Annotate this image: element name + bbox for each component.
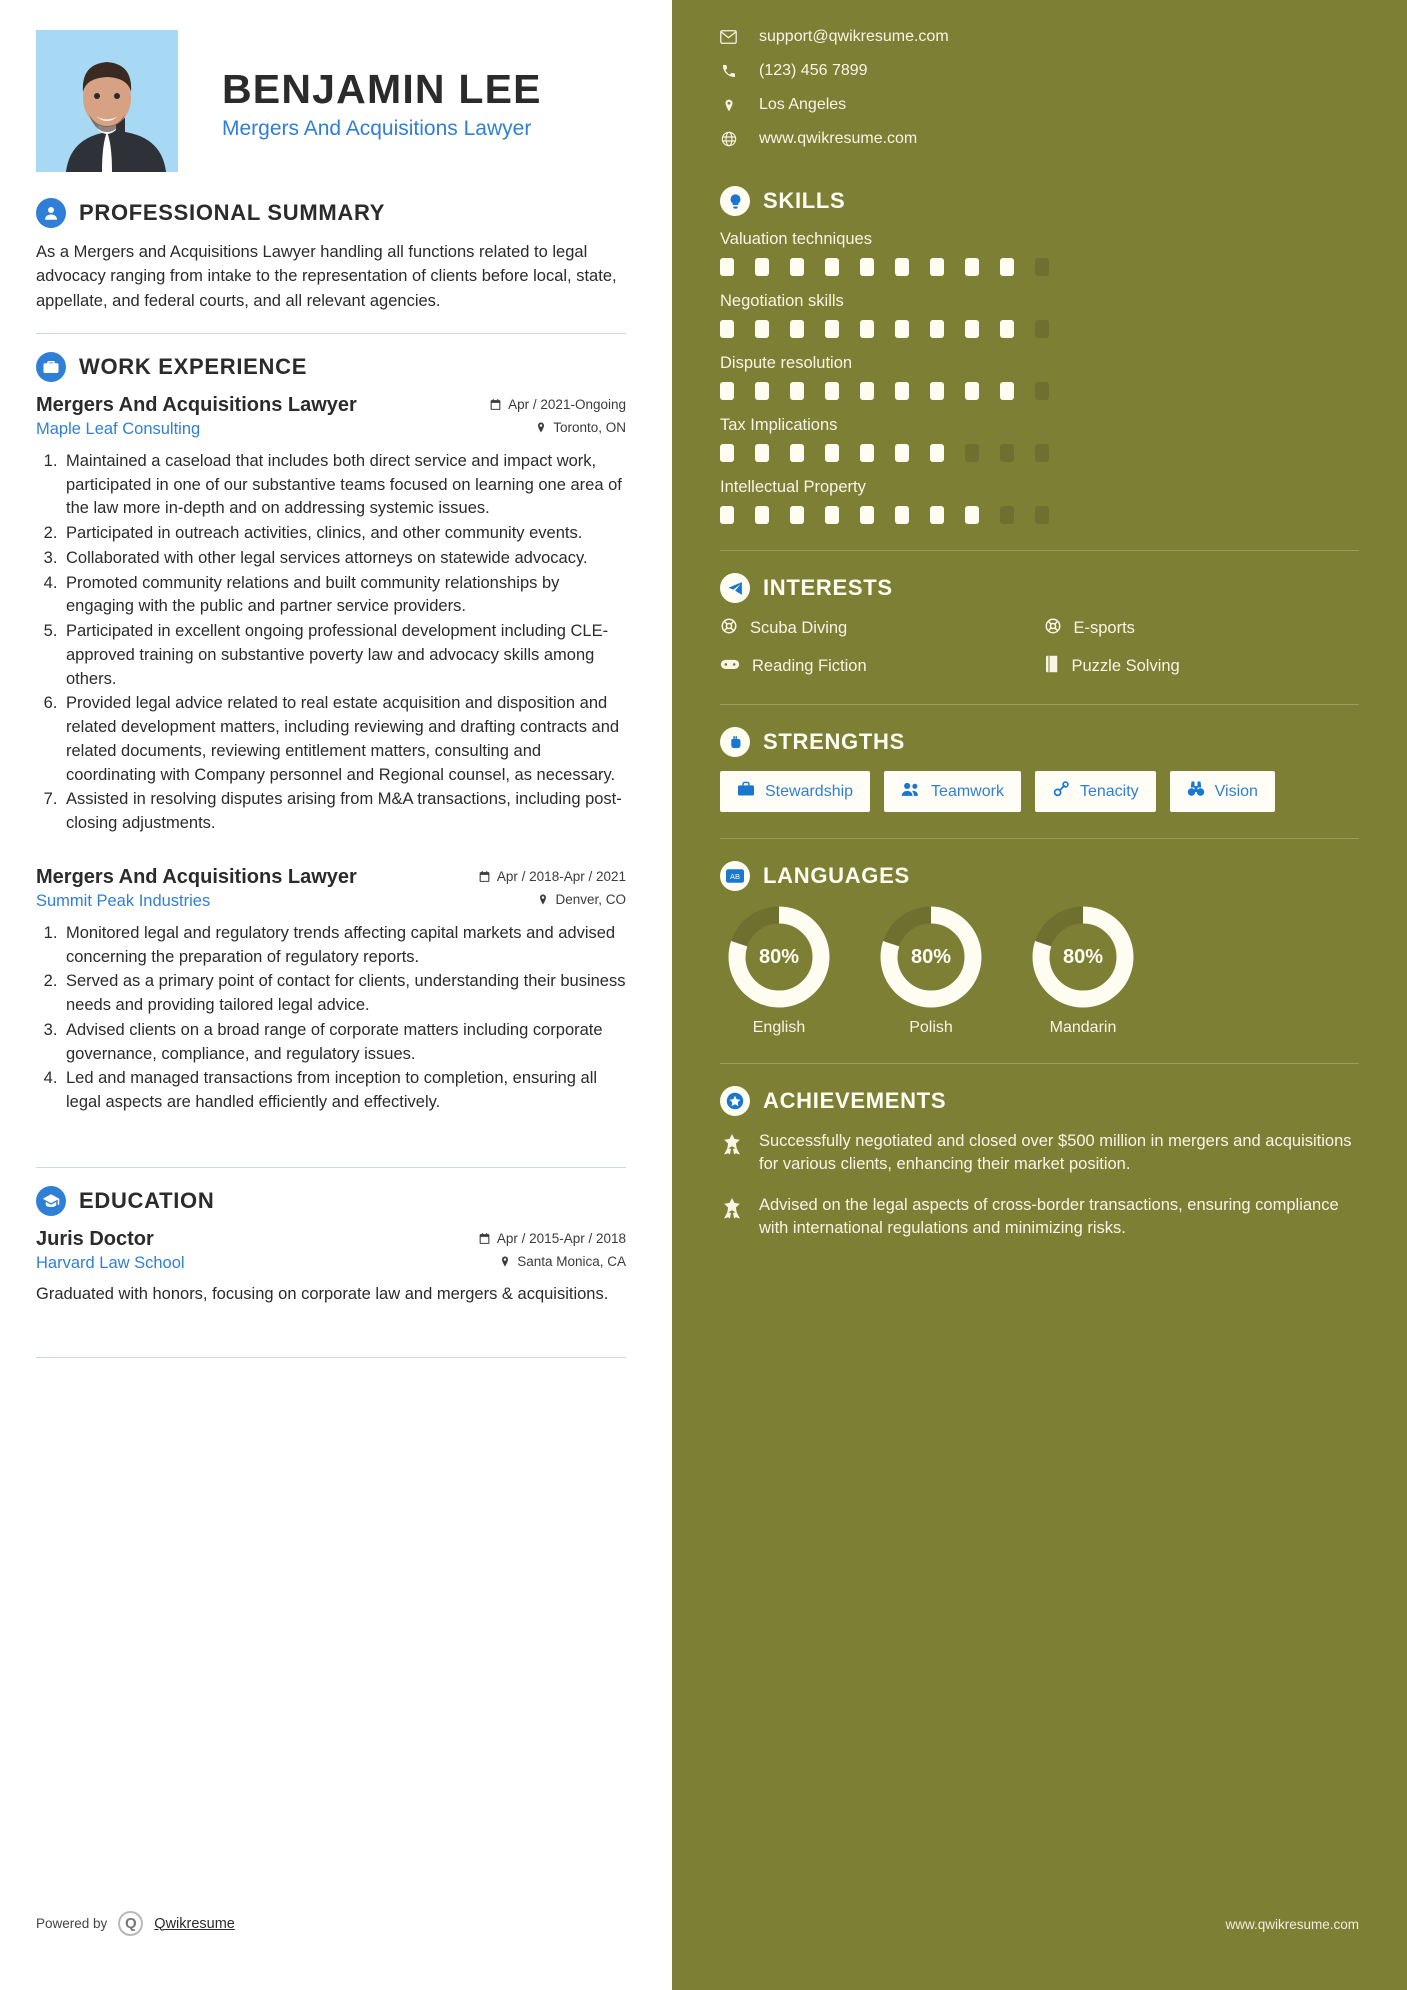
- strength-label: Stewardship: [765, 782, 854, 800]
- section-title: STRENGTHS: [763, 729, 905, 754]
- section-header: [720, 1086, 1359, 1116]
- list-item: 3. Advised clients on a broad range of corporate matters including corporate governance, compliance, and regulatory issues.: [62, 1019, 626, 1067]
- location-pin-icon: [720, 97, 737, 114]
- list-item: 4. Promoted community relations and built community relationships by engaging with the public and partner service providers.: [62, 572, 626, 620]
- job-dates: [478, 869, 626, 884]
- calendar-icon: [489, 398, 502, 411]
- interest-item: [720, 655, 1036, 678]
- skill-square-filled: [965, 320, 979, 338]
- lifebuoy-icon: [720, 617, 738, 640]
- graduation-cap-icon: [36, 1186, 66, 1216]
- list-item: 2. Participated in outreach activities, clinics, and other community events.: [62, 522, 626, 546]
- interest-label: Scuba Diving: [750, 619, 848, 637]
- contact-phone-text: (123) 456 7899: [759, 62, 868, 79]
- section-skills: [720, 186, 1359, 524]
- skill-square-filled: [930, 382, 944, 400]
- section-title: INTERESTS: [763, 575, 893, 600]
- list-item: 6. Provided legal advice related to real estate acquisition and disposition and related development matters, including reviewing and drafting contracts and related documents, reviewing entitlement matters, consulting and coordinating with Company personnel and Regional counsel, as necessary.: [62, 692, 626, 787]
- contact-list: [720, 28, 1359, 148]
- section-work-experience: [36, 352, 626, 1115]
- skill-square-empty: [965, 444, 979, 462]
- envelope-icon: [720, 30, 737, 44]
- section-achievements: [720, 1086, 1359, 1241]
- skill-square-filled: [790, 506, 804, 524]
- job-role-subtitle: Mergers And Acquisitions Lawyer: [222, 117, 532, 141]
- skill-label: Tax Implications: [720, 416, 838, 434]
- skill-square-filled: [755, 444, 769, 462]
- language-badge-icon: [720, 861, 750, 891]
- contact-email[interactable]: [720, 28, 1359, 46]
- skill-square-empty: [1035, 444, 1049, 462]
- skill-square-filled: [965, 382, 979, 400]
- book-icon: [1044, 655, 1060, 678]
- gamepad-icon: [720, 657, 740, 676]
- language-item: [720, 905, 838, 1037]
- section-languages: [720, 861, 1359, 1037]
- powered-by-label: Powered by: [36, 1916, 108, 1931]
- skill-square-filled: [790, 382, 804, 400]
- user-circle-icon: [36, 198, 66, 228]
- language-label: Mandarin: [1049, 1019, 1117, 1036]
- skill-rating: [720, 320, 1359, 338]
- phone-icon: [720, 63, 737, 79]
- skill-square-filled: [790, 444, 804, 462]
- interest-label: Reading Fiction: [752, 657, 867, 675]
- section-title: ACHIEVEMENTS: [763, 1088, 947, 1113]
- interest-item: [720, 617, 1036, 640]
- job-location-text: Toronto, ON: [553, 419, 626, 435]
- section-interests: [720, 573, 1359, 678]
- link-icon: [1052, 780, 1070, 803]
- skill-rating: [720, 506, 1359, 524]
- list-item: 3. Collaborated with other legal services attorneys on statewide advocacy.: [62, 547, 626, 571]
- skill-square-filled: [720, 258, 734, 276]
- fist-icon: [720, 727, 750, 757]
- skill-square-filled: [755, 506, 769, 524]
- work-entry: [36, 866, 626, 1115]
- job-bullets: [62, 922, 626, 1115]
- list-item: 4. Led and managed transactions from inception to completion, ensuring all legal aspects are handled efficiently and effectively.: [62, 1067, 626, 1115]
- calendar-icon: [478, 870, 491, 883]
- skills-list: [720, 230, 1359, 524]
- languages-list: [720, 905, 1359, 1037]
- section-header: [720, 186, 1359, 216]
- contact-phone[interactable]: [720, 62, 1359, 80]
- avatar: [36, 30, 178, 172]
- skill-square-filled: [930, 258, 944, 276]
- skill-square-filled: [860, 320, 874, 338]
- skill-rating: [720, 258, 1359, 276]
- section-strengths: [720, 727, 1359, 812]
- ribbon-star-icon: [720, 1194, 744, 1224]
- section-header: [720, 727, 1359, 757]
- skill-square-empty: [1035, 258, 1049, 276]
- job-title: Mergers And Acquisitions Lawyer: [36, 393, 357, 416]
- section-title: SKILLS: [763, 188, 846, 213]
- achievement-item: [720, 1130, 1359, 1177]
- sidebar-website-footer: www.qwikresume.com: [1225, 1917, 1359, 1932]
- skill-square-filled: [930, 506, 944, 524]
- resume-header: [36, 30, 626, 172]
- language-label: Polish: [909, 1019, 953, 1036]
- divider: [36, 333, 626, 334]
- section-title: EDUCATION: [79, 1187, 215, 1213]
- skill-rating: [720, 444, 1359, 462]
- strength-chip: [720, 771, 870, 812]
- divider: [720, 1063, 1359, 1064]
- contact-location-text: Los Angeles: [759, 96, 847, 113]
- section-title: PROFESSIONAL SUMMARY: [79, 200, 386, 225]
- spacer: [36, 840, 626, 866]
- map-pin-icon: [535, 421, 547, 434]
- skill-square-filled: [930, 444, 944, 462]
- job-location: [535, 420, 626, 435]
- sidebar: [672, 0, 1407, 1990]
- page-title: BENJAMIN LEE: [222, 66, 542, 112]
- language-gauge: [1031, 905, 1135, 1009]
- skill-square-filled: [825, 258, 839, 276]
- job-location-text: Denver, CO: [555, 891, 626, 907]
- language-item: [1024, 905, 1142, 1037]
- job-title: Mergers And Acquisitions Lawyer: [36, 865, 357, 888]
- lightbulb-icon: [720, 186, 750, 216]
- job-bullets: [62, 450, 626, 836]
- skill-label: Valuation techniques: [720, 230, 872, 248]
- section-header: [36, 352, 626, 382]
- language-label: English: [752, 1019, 806, 1036]
- section-header: [36, 1186, 626, 1216]
- section-title: WORK EXPERIENCE: [79, 353, 308, 379]
- education-entry: [36, 1228, 626, 1307]
- svg-text:AB: AB: [729, 872, 741, 881]
- strength-chip: [1170, 771, 1275, 812]
- qwikresume-brand-link[interactable]: Qwikresume: [154, 1915, 235, 1932]
- skill-square-filled: [720, 320, 734, 338]
- skill-label: Intellectual Property: [720, 478, 866, 496]
- interest-label: E-sports: [1073, 619, 1135, 637]
- language-percent: 80%: [1062, 945, 1104, 968]
- summary-text: As a Mergers and Acquisitions Lawyer handling all functions related to legal advocacy ranging from intake to the representation of clients before local, state, appellate, and federal courts, and all relevant agencies.: [36, 243, 617, 310]
- divider: [720, 704, 1359, 705]
- skill-square-filled: [755, 320, 769, 338]
- strength-label: Teamwork: [931, 782, 1004, 800]
- education-dates-text: Apr / 2015-Apr / 2018: [496, 1230, 626, 1246]
- skill-square-filled: [860, 382, 874, 400]
- achievement-text: Successfully negotiated and closed over $500 million in mergers and acquisitions for various clients, enhancing their market position.: [759, 1132, 1352, 1174]
- section-header: [720, 861, 1359, 891]
- skill-square-filled: [720, 506, 734, 524]
- list-item: 2. Served as a primary point of contact for clients, understanding their business needs and providing tailored legal advice.: [62, 970, 626, 1018]
- skill-square-filled: [1000, 382, 1014, 400]
- strengths-list: [720, 771, 1359, 812]
- skill-square-filled: [895, 506, 909, 524]
- contact-location: [720, 96, 1359, 114]
- main-column: [0, 0, 672, 1990]
- contact-website-text: www.qwikresume.com: [759, 130, 918, 147]
- skill-square-filled: [860, 506, 874, 524]
- footer-brand: [36, 1911, 626, 1936]
- job-dates: [489, 397, 626, 412]
- qwikresume-logo-icon: Q: [118, 1911, 143, 1936]
- language-gauge: [727, 905, 831, 1009]
- list-item: 5. Participated in excellent ongoing professional development including CLE-approved training on substantive poverty law and advocacy skills among others.: [62, 620, 626, 691]
- list-item: 1. Monitored legal and regulatory trends affecting capital markets and advised concerning the preparation of regulatory reports.: [62, 922, 626, 970]
- map-pin-icon: [537, 893, 549, 906]
- school-name: Harvard Law School: [36, 1253, 185, 1272]
- skill-square-filled: [755, 382, 769, 400]
- language-percent: 80%: [758, 945, 800, 968]
- skill-square-filled: [895, 258, 909, 276]
- header-text: [178, 30, 626, 141]
- binoculars-icon: [1187, 780, 1205, 803]
- users-icon: [901, 781, 921, 802]
- section-professional-summary: [36, 198, 626, 313]
- skill-label: Dispute resolution: [720, 354, 853, 372]
- language-percent: 80%: [910, 945, 952, 968]
- skill-square-filled: [825, 382, 839, 400]
- divider: [720, 550, 1359, 551]
- skill-rating: [720, 382, 1359, 400]
- interest-item: [1044, 655, 1360, 678]
- skill-square-filled: [790, 258, 804, 276]
- contact-website[interactable]: [720, 130, 1359, 148]
- skill-square-filled: [1000, 258, 1014, 276]
- skill-square-filled: [1000, 320, 1014, 338]
- strength-label: Vision: [1214, 782, 1258, 800]
- skill-square-filled: [720, 382, 734, 400]
- interests-grid: [720, 617, 1359, 678]
- achievement-item: [720, 1194, 1359, 1241]
- degree-title: Juris Doctor: [36, 1227, 154, 1250]
- skill-square-filled: [895, 382, 909, 400]
- lifebuoy-icon: [1044, 617, 1062, 640]
- skill-square-filled: [825, 320, 839, 338]
- skill-square-filled: [790, 320, 804, 338]
- map-pin-icon: [499, 1255, 511, 1268]
- toolbox-icon: [737, 781, 755, 802]
- language-gauge: [879, 905, 983, 1009]
- ribbon-star-icon: [720, 1130, 744, 1160]
- strength-chip: [1035, 771, 1156, 812]
- interest-item: [1044, 617, 1360, 640]
- skill-square-empty: [1000, 444, 1014, 462]
- strength-label: Tenacity: [1079, 782, 1139, 800]
- calendar-icon: [478, 1232, 491, 1245]
- education-location-text: Santa Monica, CA: [517, 1253, 626, 1269]
- education-description: Graduated with honors, focusing on corporate law and mergers & acquisitions.: [36, 1284, 609, 1303]
- skill-square-filled: [825, 444, 839, 462]
- skill-square-empty: [1035, 506, 1049, 524]
- skill-square-filled: [930, 320, 944, 338]
- skill-square-filled: [965, 506, 979, 524]
- paper-plane-icon: [720, 573, 750, 603]
- skill-square-filled: [860, 258, 874, 276]
- education-dates: [478, 1231, 626, 1246]
- skill-square-empty: [1035, 382, 1049, 400]
- divider: [720, 838, 1359, 839]
- job-company: Maple Leaf Consulting: [36, 419, 201, 438]
- skill-square-filled: [755, 258, 769, 276]
- job-location: [537, 892, 626, 907]
- language-item: [872, 905, 990, 1037]
- skill-label: Negotiation skills: [720, 292, 844, 310]
- achievement-text: Advised on the legal aspects of cross-border transactions, ensuring compliance with international regulations and minimizing risks.: [759, 1195, 1339, 1238]
- strength-chip: [884, 771, 1021, 812]
- skill-square-filled: [895, 320, 909, 338]
- skill-square-filled: [720, 444, 734, 462]
- skill-square-filled: [825, 506, 839, 524]
- section-header: [36, 198, 626, 228]
- divider: [36, 1167, 626, 1168]
- section-education: [36, 1186, 626, 1307]
- job-company: Summit Peak Industries: [36, 891, 211, 910]
- interest-label: Puzzle Solving: [1071, 657, 1180, 675]
- section-header: [720, 573, 1359, 603]
- section-title: LANGUAGES: [763, 863, 910, 888]
- skill-square-empty: [1000, 506, 1014, 524]
- contact-email-text: support@qwikresume.com: [759, 28, 949, 45]
- briefcase-icon: [36, 352, 66, 382]
- skill-square-empty: [1035, 320, 1049, 338]
- star-badge-icon: [720, 1086, 750, 1116]
- skill-square-filled: [895, 444, 909, 462]
- skill-square-filled: [965, 258, 979, 276]
- skill-square-filled: [860, 444, 874, 462]
- list-item: 7. Assisted in resolving disputes arising from M&A transactions, including post-closing adjustments.: [62, 788, 626, 836]
- list-item: 1. Maintained a caseload that includes both direct service and impact work, participated in one of our substantive teams focused on learning one area of the law more in-depth and on addressing systemic issues.: [62, 450, 626, 521]
- education-location: [499, 1254, 626, 1269]
- job-dates-text: Apr / 2021-Ongoing: [508, 396, 626, 412]
- work-entry: [36, 394, 626, 836]
- globe-icon: [720, 131, 737, 147]
- divider: [36, 1357, 626, 1358]
- job-dates-text: Apr / 2018-Apr / 2021: [496, 868, 626, 884]
